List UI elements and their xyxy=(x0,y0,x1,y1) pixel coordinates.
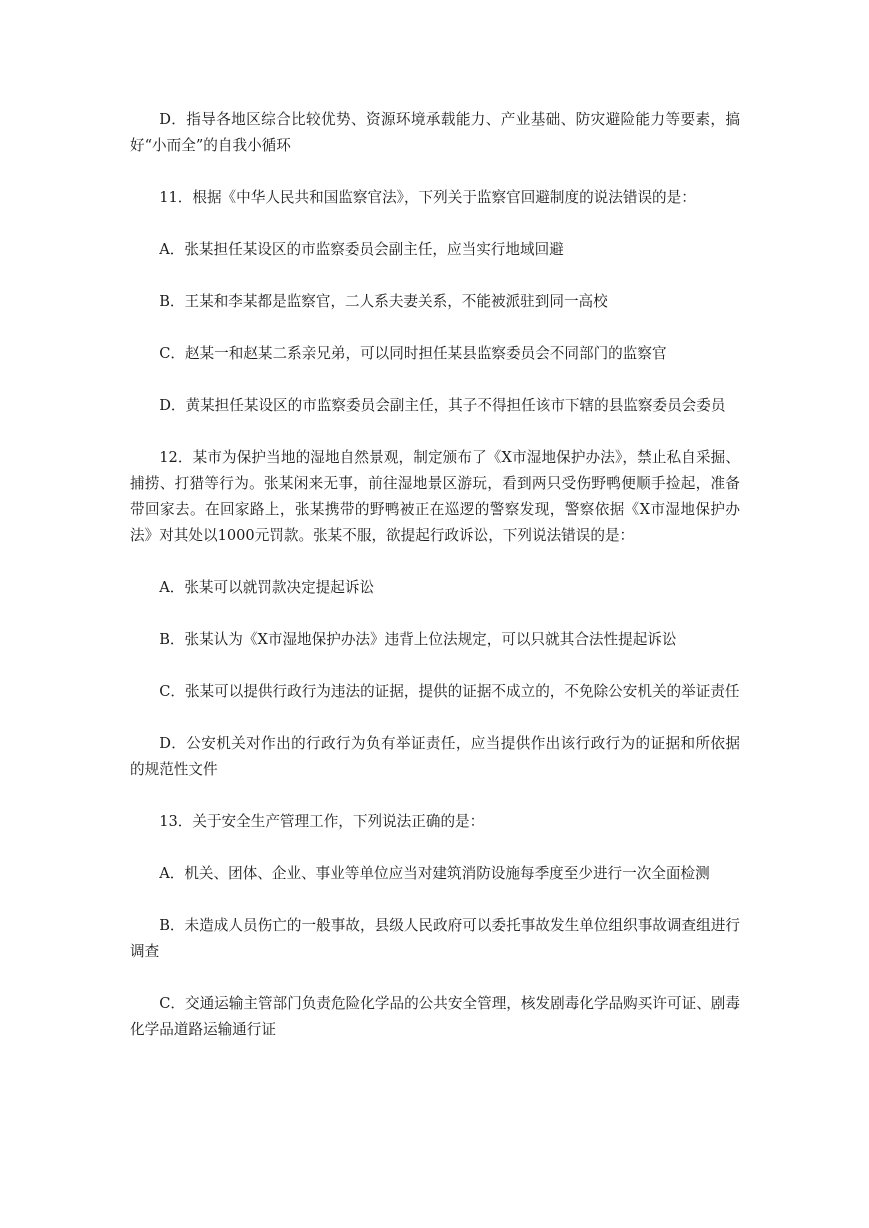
option-13-c: C．交通运输主管部门负责危险化学品的公共安全管理，核发剧毒化学品购买许可证、剧毒化学品道路运输通行证 xyxy=(130,995,740,1038)
question-12: 12．某市为保护当地的湿地自然景观，制定颁布了《X市湿地保护办法》，禁止私自采掘、捕捞、打猎等行为。张某闲来无事，前往湿地景区游玩，看到两只受伤野鸭便顺手捡起，准备带回家去。在回家路上，张某携带的野鸭被正在巡逻的警察发现，警察依据《X市湿地保护办法》对其处以1000元罚款。张某不服，欲提起行政诉讼，下列说法错误的是： xyxy=(130,449,740,544)
option-12-d: D．公安机关对作出的行政行为负有举证责任，应当提供作出该行政行为的证据和所依据的规范性文件 xyxy=(130,735,740,778)
option-11-d: D．黄某担任某设区的市监察委员会副主任，其子不得担任该市下辖的县监察委员会委员 xyxy=(159,397,726,414)
option-12-a: A．张某可以就罚款决定提起诉讼 xyxy=(159,579,375,596)
option-13-a: A．机关、团体、企业、事业等单位应当对建筑消防设施每季度至少进行一次全面检测 xyxy=(159,865,710,882)
option-11-c: C．赵某一和赵某二系亲兄弟，可以同时担任某县监察委员会不同部门的监察官 xyxy=(159,345,667,362)
option-12-b: B．张某认为《X市湿地保护办法》违背上位法规定，可以只就其合法性提起诉讼 xyxy=(159,631,677,648)
option-10-d: D．指导各地区综合比较优势、资源环境承载能力、产业基础、防灾避险能力等要素，搞好“小而全”的自我小循环 xyxy=(130,111,740,154)
question-11: 11．根据《中华人民共和国监察官法》，下列关于监察官回避制度的说法错误的是： xyxy=(159,189,696,206)
option-11-b: B．王某和李某都是监察官，二人系夫妻关系，不能被派驻到同一高校 xyxy=(159,293,608,310)
question-13: 13．关于安全生产管理工作，下列说法正确的是： xyxy=(159,813,485,830)
option-11-a: A．张某担任某设区的市监察委员会副主任，应当实行地域回避 xyxy=(159,241,564,258)
option-13-b: B．未造成人员伤亡的一般事故，县级人民政府可以委托事故发生单位组织事故调查组进行调查 xyxy=(130,917,740,960)
option-12-c: C．张某可以提供行政行为违法的证据，提供的证据不成立的，不免除公安机关的举证责任 xyxy=(159,683,740,700)
document-body xyxy=(130,107,740,1069)
